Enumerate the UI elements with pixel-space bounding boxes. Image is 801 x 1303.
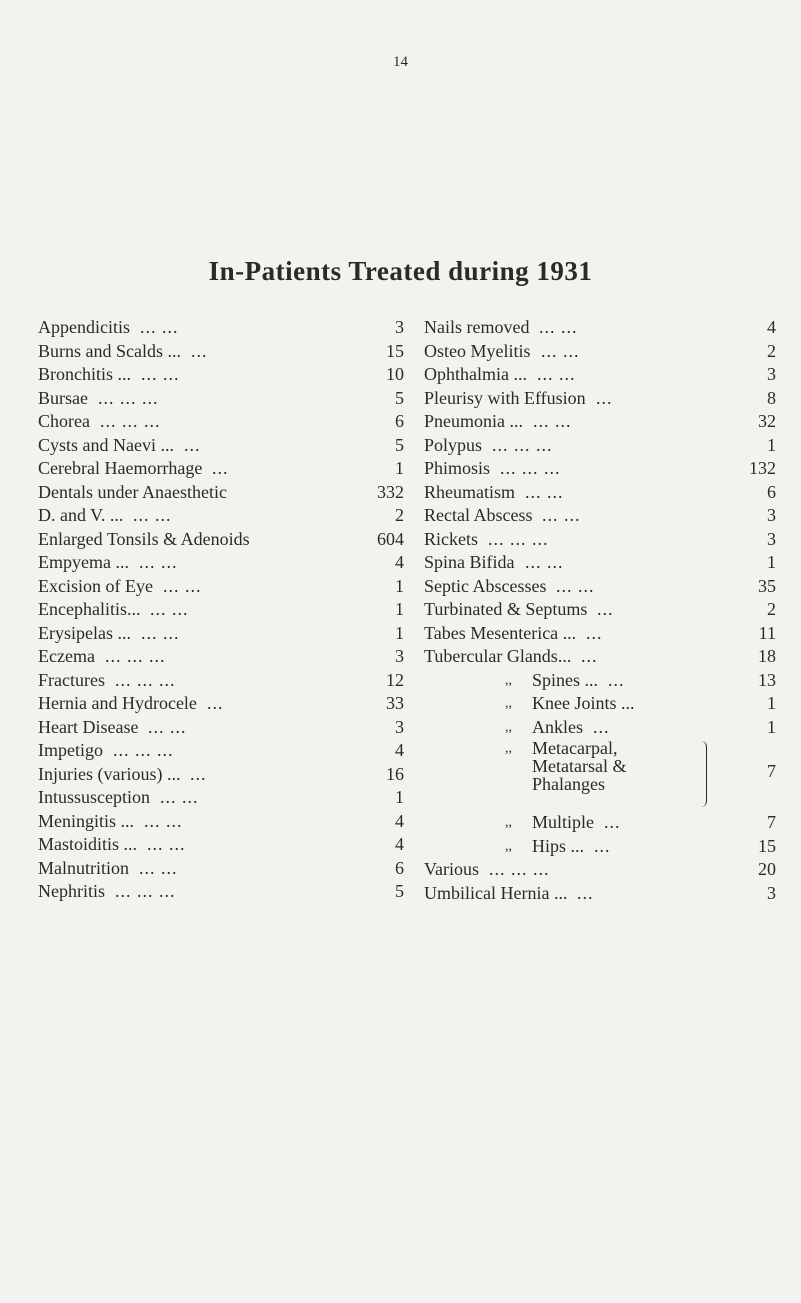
entry-count: 3 <box>767 882 776 903</box>
entry-label: Pneumonia ... <box>424 411 523 431</box>
entry-count: 12 <box>386 669 404 690</box>
table-row <box>38 434 404 458</box>
entry-label: Meningitis ... <box>38 810 135 831</box>
table-row <box>424 551 776 575</box>
leader-dots: ... <box>604 812 621 832</box>
table-row <box>424 387 776 411</box>
leader-dots: ... ... ... <box>115 669 176 690</box>
entry-label: Nephritis <box>38 881 105 901</box>
entry-label: Polypus <box>424 434 483 455</box>
leader-dots: ... <box>184 434 201 455</box>
table-row <box>38 786 404 810</box>
table-row <box>424 457 776 481</box>
leader-dots: ... ... ... <box>105 646 166 666</box>
entry-count: 7 <box>767 812 776 832</box>
leader-dots: ... ... ... <box>98 387 159 408</box>
table-row <box>38 481 404 505</box>
table-row <box>424 316 776 340</box>
entry-count: 2 <box>395 505 404 525</box>
entry-count: 132 <box>749 458 776 478</box>
leader-dots: ... <box>212 458 229 478</box>
entry-count: 5 <box>395 881 404 901</box>
entry-label: Turbinated & Septums <box>424 599 588 619</box>
bracketed-group <box>424 739 776 811</box>
entry-count: 5 <box>395 434 404 455</box>
entry-count: 3 <box>767 364 776 384</box>
entry-count: 4 <box>395 834 404 854</box>
entry-count: 5 <box>395 387 404 408</box>
leader-dots: ... <box>577 882 594 903</box>
ditto-mark: ,, <box>505 838 512 854</box>
entry-count: 1 <box>395 622 404 643</box>
entry-label: Pleurisy with Effusion <box>424 387 586 408</box>
table-row <box>38 622 404 646</box>
leader-dots: ... ... <box>525 552 564 572</box>
table-row <box>38 857 404 881</box>
entry-label: Spines ... <box>532 669 599 690</box>
table-row <box>38 457 404 481</box>
ditto-mark: ,, <box>505 719 512 735</box>
leader-dots: ... ... <box>150 599 189 619</box>
entry-count: 6 <box>395 857 404 878</box>
entry-label: Heart Disease <box>38 716 139 737</box>
entry-count: 3 <box>395 646 404 666</box>
leader-dots: ... ... <box>160 787 199 807</box>
table-row <box>38 316 404 340</box>
entry-count: 18 <box>758 646 776 666</box>
entry-label: Malnutrition <box>38 857 129 878</box>
entry-count: 7 <box>767 761 776 781</box>
entry-label: Impetigo <box>38 740 103 760</box>
entry-label: Umbilical Hernia ... <box>424 882 568 903</box>
leader-dots: ... ... ... <box>489 859 550 879</box>
table-row <box>38 575 404 599</box>
leader-dots: ... ... <box>525 481 564 502</box>
entry-label: Osteo Myelitis <box>424 340 531 361</box>
group-line-3: Phalanges <box>532 774 605 794</box>
entry-label: Empyema ... <box>38 552 129 572</box>
table-row <box>38 669 404 693</box>
leader-dots: ... ... <box>542 505 581 525</box>
entry-count: 4 <box>395 810 404 831</box>
table-row <box>424 858 776 882</box>
entry-label: Nails removed <box>424 317 530 337</box>
entry-label: Rectal Abscess <box>424 505 533 525</box>
entry-count: 3 <box>395 716 404 737</box>
table-row <box>38 739 404 763</box>
leader-dots: ... <box>593 716 610 737</box>
entry-count: 16 <box>386 763 404 784</box>
entry-count: 3 <box>767 505 776 525</box>
table-row <box>38 598 404 622</box>
page-title: In-Patients Treated during 1931 <box>208 256 593 286</box>
leader-dots: ... ... ... <box>115 881 176 901</box>
leader-dots: ... <box>596 387 613 408</box>
table-row <box>38 880 404 904</box>
table-row <box>38 340 404 364</box>
entry-count: 20 <box>758 859 776 879</box>
leader-dots: ... ... <box>148 716 187 737</box>
entry-count: 3 <box>395 317 404 337</box>
entry-count: 6 <box>767 481 776 502</box>
entry-count: 32 <box>758 411 776 431</box>
leader-dots: ... ... <box>139 857 178 878</box>
table-row <box>38 363 404 387</box>
entry-label: Cysts and Naevi ... <box>38 434 174 455</box>
page-number: 14 <box>393 54 408 70</box>
entry-label: Hernia and Hydrocele <box>38 693 197 713</box>
leader-dots: ... ... ... <box>500 458 561 478</box>
table-row <box>424 811 776 835</box>
entry-count: 11 <box>758 622 776 643</box>
entry-label: D. and V. ... <box>38 505 124 525</box>
leader-dots: ... ... <box>539 317 578 337</box>
entry-label: Erysipelas ... <box>38 622 131 643</box>
table-row <box>38 387 404 411</box>
table-row <box>424 645 776 669</box>
leader-dots: ... ... <box>141 364 180 384</box>
entry-label: Phimosis <box>424 458 491 478</box>
entry-label: Dentals under Anaesthetic <box>38 481 227 502</box>
entry-label: Spina Bifida <box>424 552 515 572</box>
left-column <box>38 316 404 904</box>
table-row <box>38 528 404 552</box>
table-row <box>424 835 776 859</box>
leader-dots: ... <box>597 599 614 619</box>
entry-label: Hips ... <box>532 835 585 856</box>
table-row <box>424 434 776 458</box>
table-row <box>424 622 776 646</box>
table-row <box>38 551 404 575</box>
ditto-mark: ,, <box>505 696 512 711</box>
leader-dots: ... <box>191 340 208 361</box>
ditto-mark: ,, <box>505 741 512 756</box>
leader-dots: ... ... <box>144 810 183 831</box>
entry-count: 1 <box>395 575 404 596</box>
entry-label: Tubercular Glands... <box>424 646 572 666</box>
table-row <box>38 692 404 716</box>
entry-label: Rickets <box>424 528 478 549</box>
entry-label: Enlarged Tonsils & Adenoids <box>38 528 250 549</box>
entry-label: Fractures <box>38 669 105 690</box>
entry-count: 2 <box>767 599 776 619</box>
entry-count: 1 <box>767 434 776 455</box>
table-row <box>38 716 404 740</box>
entry-count: 3 <box>767 528 776 549</box>
ditto-mark: ,, <box>505 672 512 688</box>
table-row <box>424 340 776 364</box>
entry-label: Mastoiditis ... <box>38 834 138 854</box>
entry-label: Ankles <box>532 716 583 737</box>
entry-label: Intussusception <box>38 787 150 807</box>
entry-label: Chorea <box>38 411 90 431</box>
leader-dots: ... <box>190 763 207 784</box>
entry-count: 33 <box>386 693 404 713</box>
table-row <box>424 692 776 716</box>
table-row <box>424 598 776 622</box>
entry-count: 4 <box>767 317 776 337</box>
leader-dots: ... ... <box>541 340 580 361</box>
entry-count: 15 <box>758 835 776 856</box>
leader-dots: ... ... ... <box>100 411 161 431</box>
entry-label: Cerebral Haemorrhage <box>38 458 203 478</box>
table-row <box>424 410 776 434</box>
entry-label: Appendicitis <box>38 317 130 337</box>
entry-count: 15 <box>386 340 404 361</box>
leader-dots: ... <box>581 646 598 666</box>
table-row <box>38 763 404 787</box>
leader-dots: ... ... <box>141 622 180 643</box>
table-row <box>424 481 776 505</box>
entry-label: Bronchitis ... <box>38 364 131 384</box>
entry-count: 1 <box>767 693 776 713</box>
leader-dots: ... ... ... <box>113 740 174 760</box>
table-row <box>424 716 776 740</box>
entry-label: Ophthalmia ... <box>424 364 527 384</box>
leader-dots: ... <box>594 835 611 856</box>
leader-dots: ... ... <box>140 317 179 337</box>
leader-dots: ... <box>608 669 625 690</box>
right-column <box>424 316 776 905</box>
table-row <box>424 575 776 599</box>
entry-count: 1 <box>395 599 404 619</box>
entry-count: 13 <box>758 669 776 690</box>
entry-count: 332 <box>377 481 404 502</box>
entry-count: 604 <box>377 528 404 549</box>
entry-label: Knee Joints ... <box>532 693 635 713</box>
table-row <box>424 528 776 552</box>
entry-label: Rheumatism <box>424 481 515 502</box>
leader-dots: ... ... <box>556 575 595 596</box>
entry-count: 2 <box>767 340 776 361</box>
leader-dots: ... ... <box>533 411 572 431</box>
entry-count: 4 <box>395 552 404 572</box>
entry-count: 1 <box>767 716 776 737</box>
leader-dots: ... ... ... <box>488 528 549 549</box>
group-labels <box>532 739 626 793</box>
leader-dots: ... ... <box>163 575 202 596</box>
entry-count: 4 <box>395 740 404 760</box>
entry-label: Injuries (various) ... <box>38 763 181 784</box>
entry-label: Multiple <box>532 812 594 832</box>
entry-label: Bursae <box>38 387 88 408</box>
entry-label: Burns and Scalds ... <box>38 340 181 361</box>
entry-count: 1 <box>395 787 404 807</box>
table-row <box>424 669 776 693</box>
entry-count: 1 <box>767 552 776 572</box>
leader-dots: ... ... ... <box>492 434 553 455</box>
leader-dots: ... ... <box>139 552 178 572</box>
right-brace <box>698 741 707 807</box>
table-row <box>38 410 404 434</box>
leader-dots: ... ... <box>133 505 172 525</box>
entry-count: 35 <box>758 575 776 596</box>
entry-count: 8 <box>767 387 776 408</box>
entry-label: Septic Abscesses <box>424 575 547 596</box>
entry-count: 1 <box>395 458 404 478</box>
group-line-1: Metacarpal, <box>532 738 618 758</box>
leader-dots: ... ... <box>537 364 576 384</box>
table-row <box>38 504 404 528</box>
entry-label: Tabes Mesenterica ... <box>424 622 577 643</box>
table-row <box>38 833 404 857</box>
entry-count: 6 <box>395 411 404 431</box>
table-row <box>38 810 404 834</box>
table-row <box>424 882 776 906</box>
entry-label: Excision of Eye <box>38 575 153 596</box>
leader-dots: ... ... <box>147 834 186 854</box>
table-row <box>424 504 776 528</box>
entry-label: Eczema <box>38 646 95 666</box>
entry-label: Encephalitis... <box>38 599 141 619</box>
table-row <box>38 645 404 669</box>
entry-label: Various <box>424 859 479 879</box>
leader-dots: ... <box>207 693 224 713</box>
table-row <box>424 363 776 387</box>
group-line-2: Metatarsal & <box>532 756 627 776</box>
leader-dots: ... <box>586 622 603 643</box>
ditto-mark: ,, <box>505 815 512 830</box>
entry-count: 10 <box>386 364 404 384</box>
